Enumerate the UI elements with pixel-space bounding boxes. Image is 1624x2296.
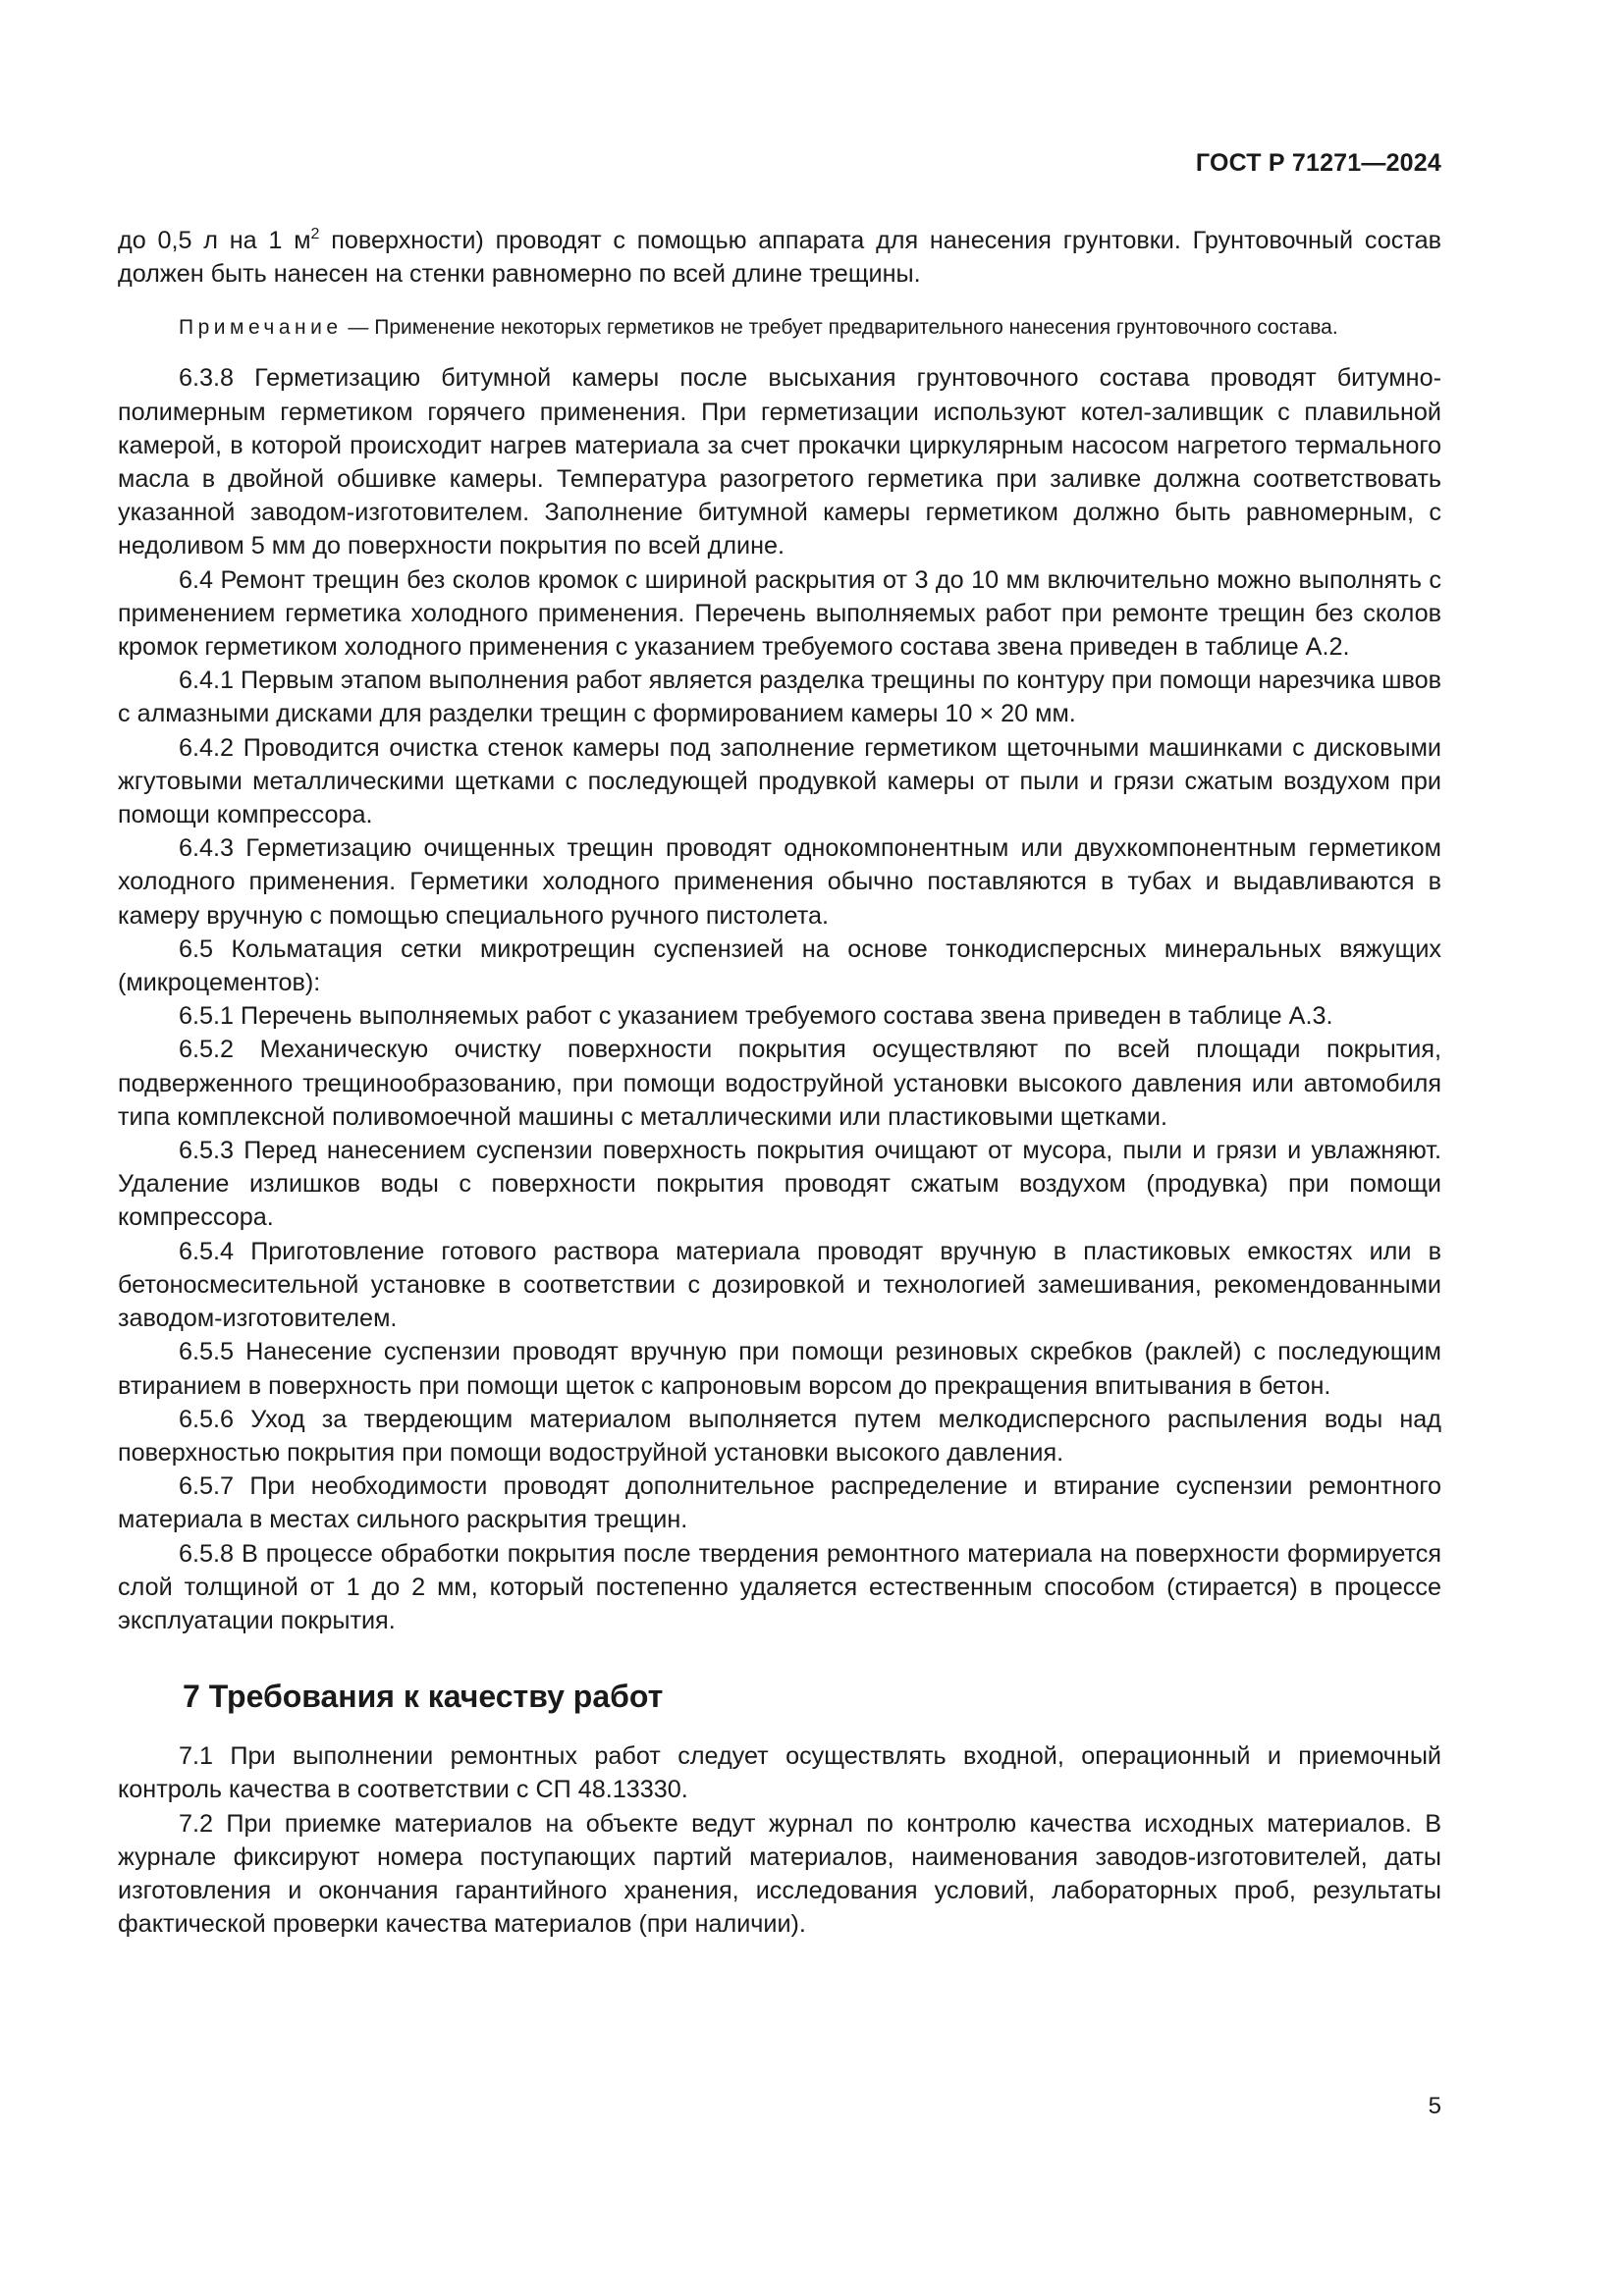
paragraph-6-5: 6.5 Кольматация сетки микротрещин суспензией на основе тонкодисперсных минеральных вяжущих (микроцементов):	[118, 934, 1441, 997]
document-header: ГОСТ Р 71271—2024	[1195, 149, 1441, 177]
paragraph-7-2: 7.2 При приемке материалов на объекте ведут журнал по контролю качества исходных материалов. В журнале фиксируют номера поступающих партий материалов, наименования заводов-изготовителей, даты изготовления и окончания гарантийного хранения, исследования условий, лабораторных проб, результаты фактической проверки качества материалов (при наличии).	[118, 1809, 1441, 1939]
paragraph-7-1: 7.1 При выполнении ремонтных работ следует осуществлять входной, операционный и приемочный контроль качества в соответствии с СП 48.13330.	[118, 1742, 1441, 1804]
paragraph-6-5-1: 6.5.1 Перечень выполняемых работ с указанием требуемого состава звена приведен в таблице А.3.	[179, 1002, 1333, 1031]
page-number: 5	[1428, 2093, 1441, 2119]
paragraph-6-4-3: 6.4.3 Герметизацию очищенных трещин проводят однокомпонентным или двухкомпонентным герметиком холодного применения. Герметики холодного применения обычно поставляются в тубах и выдавливаются в камеру вручную с помощью специального ручного пистолета.	[118, 834, 1441, 930]
note-label: Примечание	[179, 316, 343, 340]
paragraph-6-4-1: 6.4.1 Первым этапом выполнения работ является разделка трещины по контуру при помощи нарезчика швов с алмазными дисками для разделки трещин с формированием камеры 10 × 20 мм.	[118, 667, 1441, 728]
paragraph-6-4: 6.4 Ремонт трещин без сколов кромок с шириной раскрытия от 3 до 10 мм включительно можно выполнять с применением герметика холодного применения. Перечень выполняемых работ при ремонте трещин без сколов кромок герметиком холодного применения с указанием требуемого состава звена приведен в таблице А.2.	[118, 565, 1441, 662]
paragraph-6-4-2: 6.4.2 Проводится очистка стенок камеры под заполнение герметиком щеточными машинками с дисковыми жгутовыми металлическими щетками с последующей продувкой камеры от пыли и грязи сжатым воздухом при помощи компрессора.	[118, 733, 1441, 829]
paragraph-6-5-4: 6.5.4 Приготовление готового раствора материала проводят вручную в пластиковых емкостях или в бетоносмесительной установке в соответствии с дозировкой и технологией замешивания, рекомендованными заводом-изготовителем.	[118, 1237, 1441, 1333]
paragraph-6-5-7: 6.5.7 При необходимости проводят дополнительное распределение и втирание суспензии ремонтного материала в местах сильного раскрытия трещин.	[118, 1472, 1441, 1534]
intro-paragraph	[118, 224, 1441, 291]
paragraph-6-5-8: 6.5.8 В процессе обработки покрытия после твердения ремонтного материала на поверхности формируется слой толщиной от 1 до 2 мм, который постепенно удаляется естественным способом (стирается) в процессе эксплуатации покрытия.	[118, 1539, 1441, 1634]
intro-text-end: поверхности) проводят с помощью аппарата для нанесения грунтовки. Грунтовочный состав должен быть нанесен на стенки равномерно по всей длине трещины.	[118, 227, 1442, 289]
paragraph-6-3-8: 6.3.8 Герметизацию битумной камеры после высыхания грунтовочного состава проводят битумно-полимерным герметиком горячего применения. При герметизации используют котел-заливщик с плавильной камерой, в которой происходит нагрев материала за счет прокачки циркулярным насосом нагретого термального масла в двойной обшивке камеры. Температура разогретого герметика при заливке должна соответствовать указанной заводом-изготовителем. Заполнение битумной камеры герметиком должно быть равномерным, с недоливом 5 мм до поверхности покрытия по всей длине.	[118, 364, 1441, 561]
section-7-title: 7 Требования к качеству работ	[183, 1679, 664, 1715]
superscript-squared: 2	[310, 226, 320, 242]
paragraph-6-5-3: 6.5.3 Перед нанесением суспензии поверхность покрытия очищают от мусора, пыли и грязи и увлажняют. Удаление излишков воды с поверхности покрытия проводят сжатым воздухом (продувка) при помощи компрессора.	[118, 1137, 1441, 1232]
page-content	[118, 224, 1441, 1941]
note-text: — Применение некоторых герметиков не требует предварительного нанесения грунтовочного состава.	[342, 316, 1338, 340]
intro-text-start: до 0,5 л на 1 м	[118, 227, 311, 254]
paragraph-6-5-5: 6.5.5 Нанесение суспензии проводят вручную при помощи резиновых скребков (раклей) с последующим втиранием в поверхность при помощи щеток с капроновым ворсом до прекращения впитывания в бетон.	[118, 1338, 1441, 1400]
note-paragraph	[118, 314, 1441, 342]
paragraph-6-5-6: 6.5.6 Уход за твердеющим материалом выполняется путем мелкодисперсного распыления воды над поверхностью покрытия при помощи водоструйной установки высокого давления.	[118, 1405, 1441, 1467]
paragraph-6-5-2: 6.5.2 Механическую очистку поверхности покрытия осуществляют по всей площади покрытия, подверженного трещинообразованию, при помощи водоструйной установки высокого давления или автомобиля типа комплексной поливомоечной машины с металлическими или пластиковыми щетками.	[118, 1036, 1441, 1131]
